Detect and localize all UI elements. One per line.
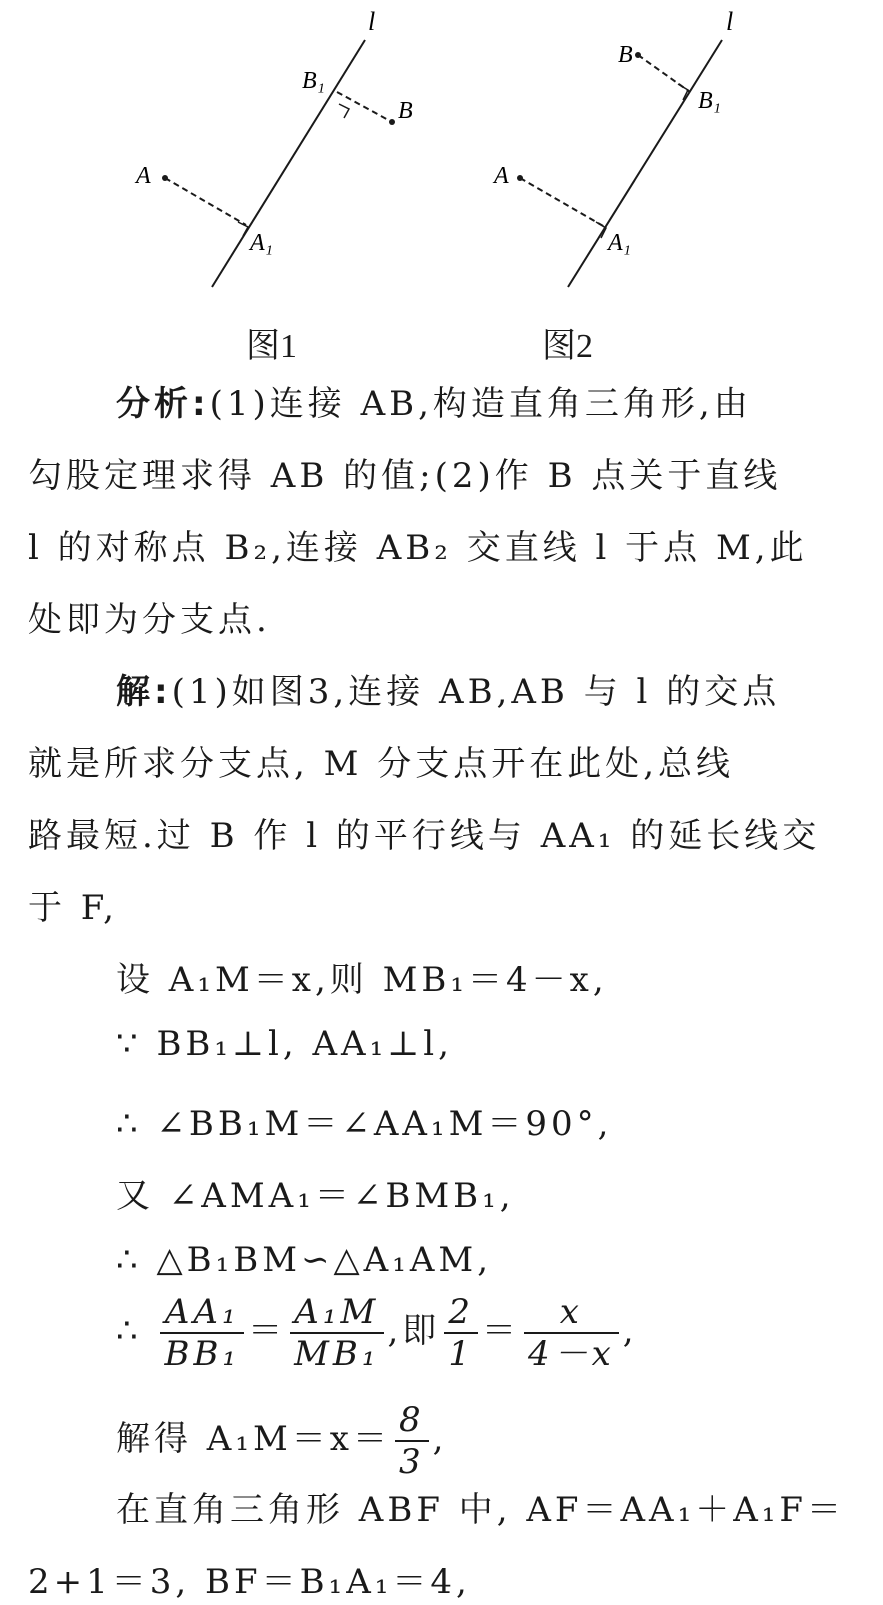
label-b: B [618,42,633,68]
figure-2-caption: 图2 [542,328,593,365]
right-angle-b1 [339,104,349,118]
label-b1: B₁ [302,68,326,94]
solution-line-2: 就是所求分支点, M 分支点开在此处,总线 [28,744,735,784]
label-a: A [494,163,509,189]
point-b [635,52,641,58]
label-a1: A₁ [250,230,274,256]
solved-equation: 解得 A₁M＝x＝ $\frac{8}{3}$ , [116,1400,448,1482]
label-l: l [726,7,734,36]
label-l: l [368,7,376,36]
figure-2 [492,7,733,287]
geometry-figures [0,0,883,380]
step-1: 设 A₁M＝x,则 MB₁＝4－x, [116,960,608,1000]
solution-heading: 解: [116,672,172,712]
figure-1-caption: 图1 [246,328,297,365]
fraction-aa1-bb1: $\frac{\text{AA₁}}{\text{BB₁}}$ [160,1292,244,1374]
step-3: ∴ ∠BB₁M＝∠AA₁M＝90°, [116,1104,613,1144]
dash-aa1 [165,178,246,225]
solution-line-4: 于 F, [28,888,118,928]
last-line-1: 在直角三角形 ABF 中, AF＝AA₁＋A₁F＝ [116,1490,846,1530]
fraction-2-1: $\frac{2}{1}$ [444,1292,478,1374]
step-2: ∵ BB₁⊥l, AA₁⊥l, [116,1024,453,1064]
label-b: B [398,98,413,124]
point-a [517,175,523,181]
analysis-heading: 分析: [116,384,210,424]
solution-line-1: 解:(1)如图3,连接 AB,AB 与 l 的交点 [116,672,781,712]
solution-line-3: 路最短.过 B 作 l 的平行线与 AA₁ 的延长线交 [28,816,821,856]
step-4: 又 ∠AMA₁＝∠BMB₁, [116,1176,515,1216]
dash-aa1 [520,178,605,227]
label-a1: A₁ [608,230,632,256]
point-b [389,119,395,125]
line-l [212,40,365,287]
label-a: A [136,163,151,189]
label-b1: B₁ [698,88,722,114]
last-line-2: 2+1＝3, BF＝B₁A₁＝4, [28,1562,471,1602]
analysis-line-3: l 的对称点 B₂,连接 AB₂ 交直线 l 于点 M,此 [28,528,808,568]
right-angle-a1 [238,222,248,236]
analysis-line-4: 处即为分支点. [28,600,271,640]
ratio-equation: ∴ $\frac{\text{AA₁}}{\text{BB₁}}$ ＝ $\frac{\text{A₁M}}{\text{MB₁}}$ ,即 $\frac{2}{1}$ ＝ $\frac{x}{4-x}$ , [116,1292,638,1374]
analysis-line-1: 分析:(1)连接 AB,构造直角三角形,由 [116,384,752,424]
fraction-8-3: $\frac{8}{3}$ [395,1400,429,1482]
analysis-line-2: 勾股定理求得 AB 的值;(2)作 B 点关于直线 [28,456,782,496]
line-l [568,40,722,287]
fraction-a1m-mb1: $\frac{\text{A₁M}}{\text{MB₁}}$ [290,1292,383,1374]
step-5: ∴ △B₁BM∽△A₁AM, [116,1240,492,1280]
figure-1 [134,7,413,287]
fraction-x-4mx: $\frac{x}{4-x}$ [524,1292,619,1374]
point-a [162,175,168,181]
